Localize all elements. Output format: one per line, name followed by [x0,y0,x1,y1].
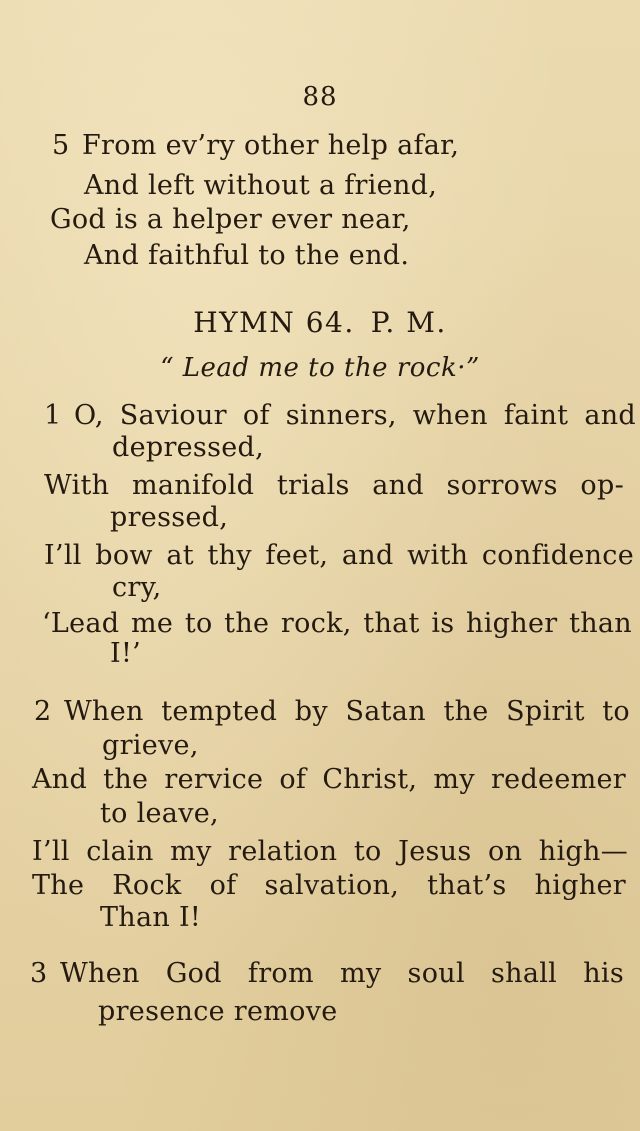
stanza-5-line-4: And faithful to the end. [84,240,410,271]
stanza-2-line-5: I’ll clain my relation to Jesus on high— [32,836,628,867]
stanza-5-line-1 [52,130,459,162]
hymn-title [0,306,640,339]
hymn-meter: P. M. [370,306,447,339]
stanza-3-line-2: presence remove [98,996,338,1027]
stanza-5-number: 5 [52,130,70,161]
stanza-2-line-3: And the rervice of Christ, my redeemer [32,764,626,795]
stanza-1-line-2: depressed, [112,432,264,463]
stanza-1-line-7: ‘Lead me to the rock, that is higher than [42,608,632,639]
hymn-number: HYMN 64. [193,306,355,339]
stanza-1-line-1 [44,400,636,432]
stanza-5-line-1-text: From ev’ry other help afar, [82,130,460,161]
stanza-3-line-1 [30,958,624,990]
stanza-2-line-6: The Rock of salvation, that’s higher [32,870,626,901]
stanza-1-number: 1 [44,400,62,431]
stanza-2-line-2: grieve, [102,730,199,761]
stanza-1-line-8: I!’ [110,638,141,669]
stanza-5-line-3: God is a helper ever near, [50,204,411,235]
stanza-2-line-1 [34,696,630,728]
stanza-1-line-3: With manifold trials and sorrows op- [44,470,624,501]
stanza-1-line-5: I’ll bow at thy feet, and with confidence [44,540,634,571]
stanza-1-line-6: cry, [112,572,162,603]
stanza-1-line-4: pressed, [110,502,229,533]
stanza-2-line-4: to leave, [100,798,219,829]
stanza-3-number: 3 [30,958,48,989]
stanza-2-number: 2 [34,696,52,727]
stanza-5-line-2: And left without a friend, [84,170,438,201]
page-number: 88 [302,82,338,112]
hymn-subtitle: “ Lead me to the rock·” [160,353,480,383]
stanza-2-line-1-text: When tempted by Satan the Spirit to [64,696,630,727]
stanza-2-line-7: Than I! [100,902,202,933]
stanza-1-line-1-text: O, Saviour of sinners, when faint and [74,400,636,431]
stanza-3-line-1-text: When God from my soul shall his [60,958,624,989]
